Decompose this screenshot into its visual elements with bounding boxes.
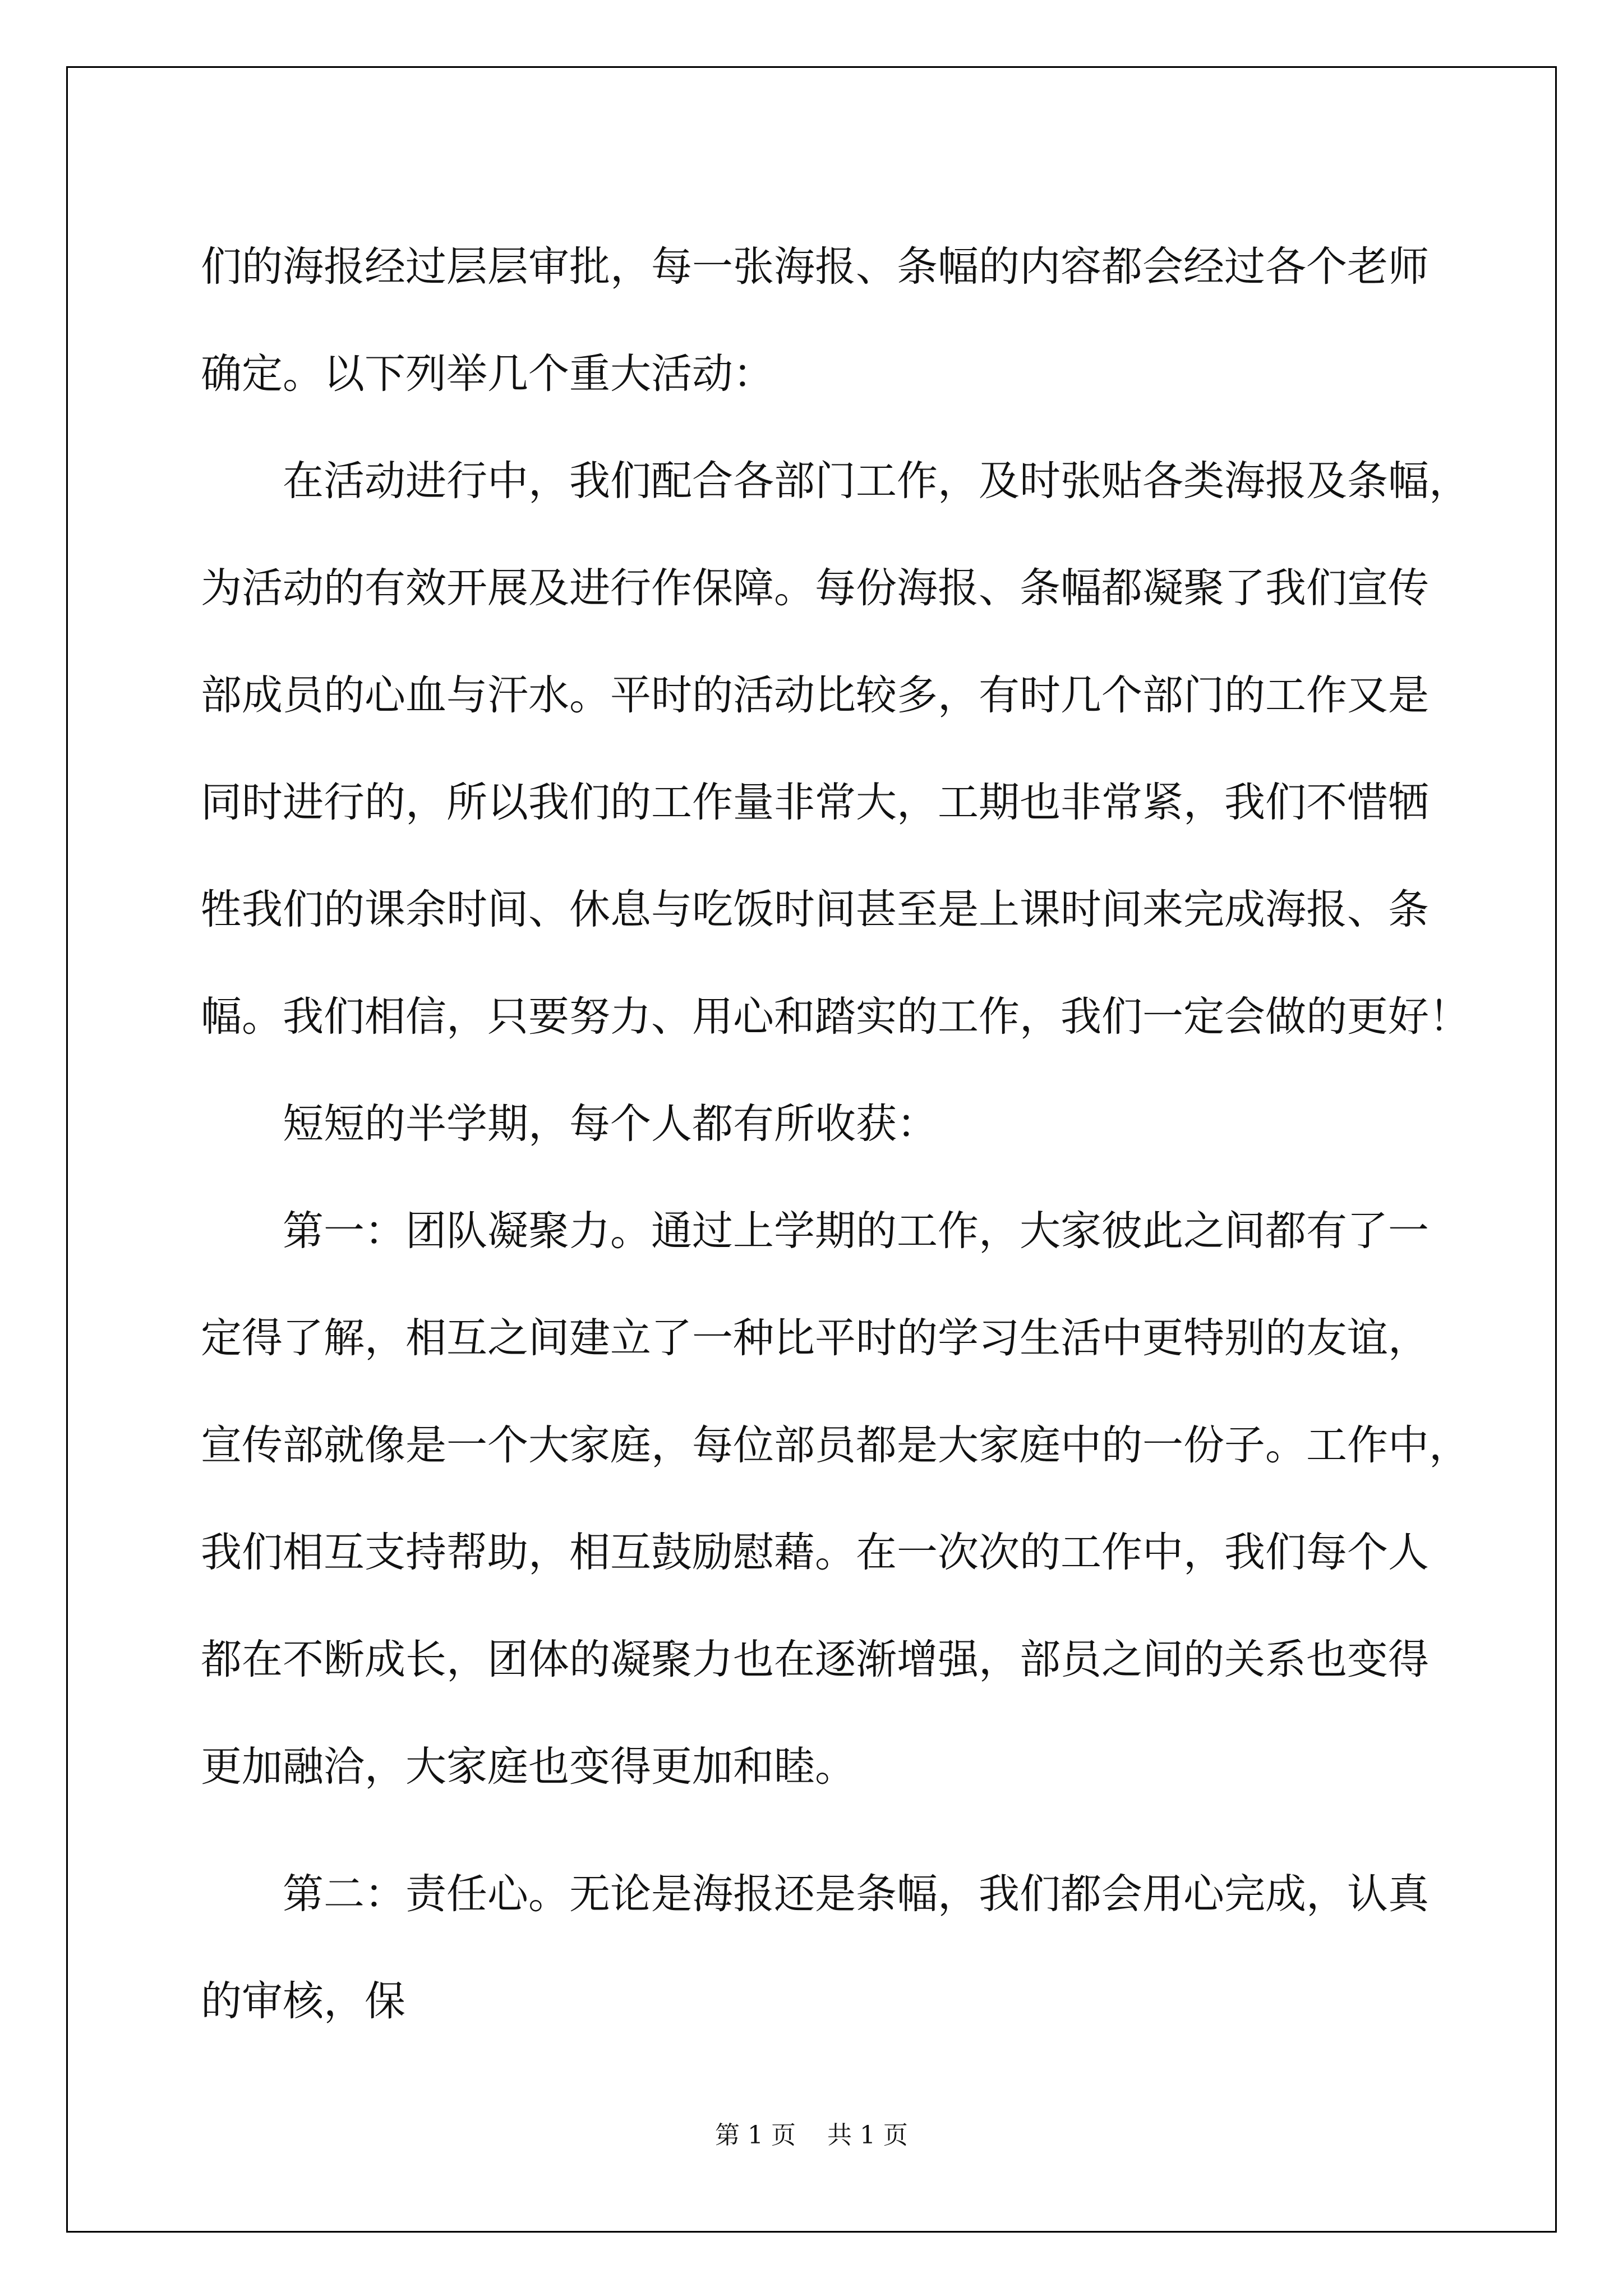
text-line: 同时进行的，所以我们的工作量非常大，工期也非常紧，我们不惜牺 xyxy=(201,779,1429,826)
text-line: 短短的半学期，每个人都有所收获： xyxy=(283,1100,938,1148)
text-line: 宣传部就像是一个大家庭，每位部员都是大家庭中的一份子。工作中， xyxy=(201,1421,1470,1469)
document-body xyxy=(201,213,1470,2055)
text-line: 定得了解，相互之间建立了一种比平时的学习生活中更特别的友谊， xyxy=(201,1314,1429,1362)
text-line: 在活动进行中，我们配合各部门工作，及时张贴各类海报及条幅， xyxy=(283,457,1470,505)
text-line: 为活动的有效开展及进行作保障。每份海报、条幅都凝聚了我们宣传 xyxy=(201,564,1429,612)
text-line: 的审核，保 xyxy=(201,1977,405,2025)
text-line: 们的海报经过层层审批，每一张海报、条幅的内容都会经过各个老师 xyxy=(201,243,1429,291)
text-line: 都在不断成长，团体的凝聚力也在逐渐增强，部员之间的关系也变得 xyxy=(201,1636,1429,1683)
text-line: 幅。我们相信，只要努力、用心和踏实的工作，我们一定会做的更好！ xyxy=(201,993,1470,1041)
text-line: 部成员的心血与汗水。平时的活动比较多，有时几个部门的工作又是 xyxy=(201,671,1429,719)
text-line: 更加融洽，大家庭也变得更加和睦。 xyxy=(201,1743,856,1791)
text-line: 牲我们的课余时间、休息与吃饭时间甚至是上课时间来完成海报、条 xyxy=(201,886,1429,933)
page-number-footer: 第 1 页 共 1 页 xyxy=(715,2121,908,2150)
text-line: 确定。以下列举几个重大活动： xyxy=(201,350,774,398)
text-line: 我们相互支持帮助，相互鼓励慰藉。在一次次的工作中，我们每个人 xyxy=(201,1529,1429,1576)
text-line: 第一：团队凝聚力。通过上学期的工作，大家彼此之间都有了一 xyxy=(283,1207,1429,1255)
paragraph-gap xyxy=(201,1820,1435,1841)
text-line: 第二：责任心。无论是海报还是条幅，我们都会用心完成，认真 xyxy=(283,1870,1429,1918)
